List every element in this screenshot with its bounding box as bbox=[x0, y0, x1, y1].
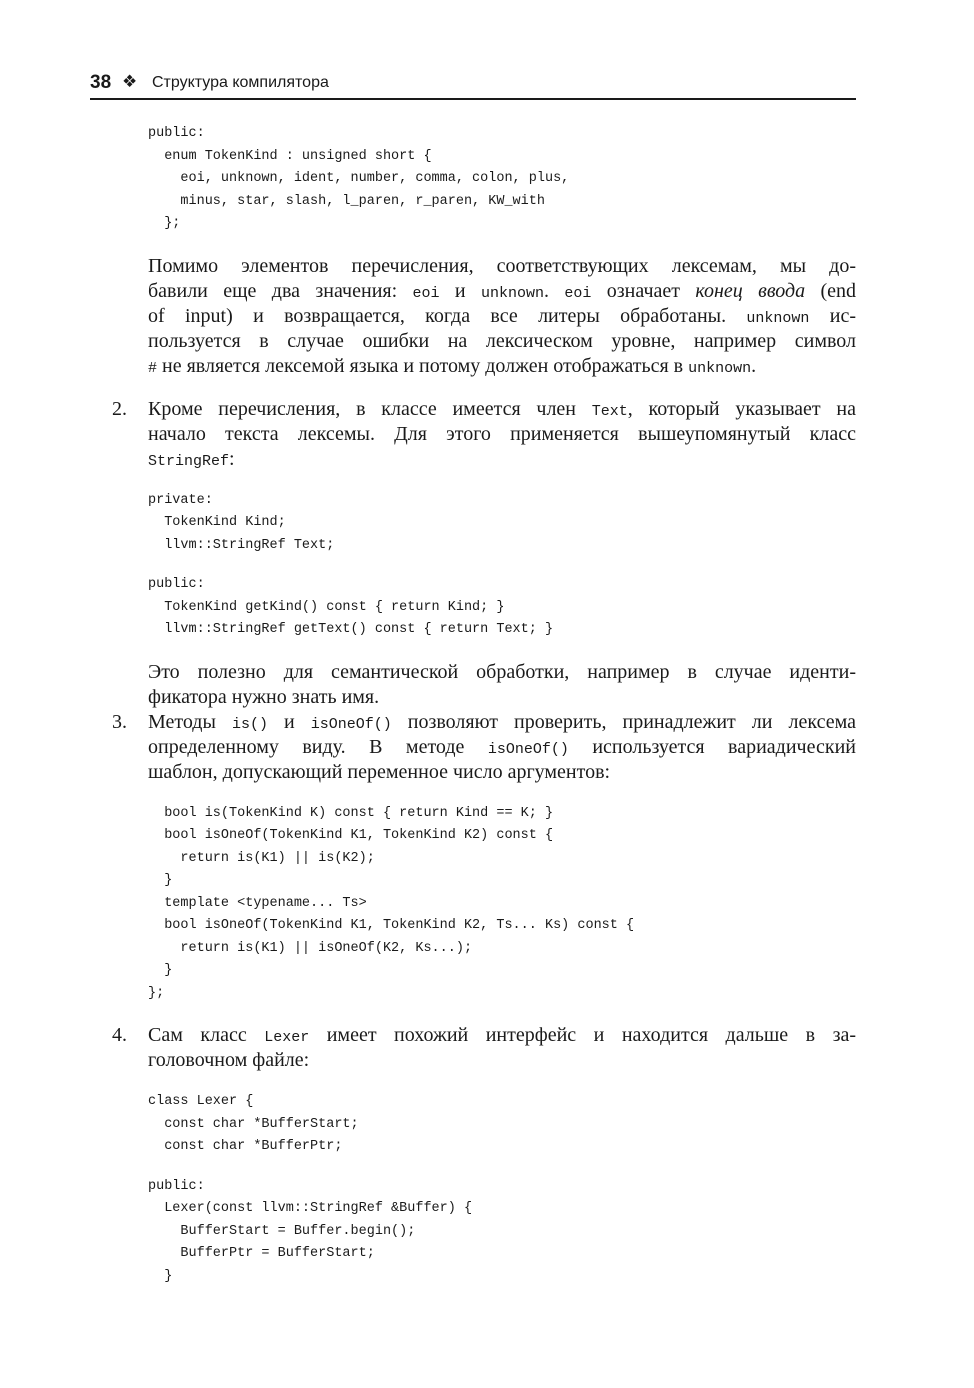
code-line: return is(K1) || isOneOf(K2, Ks...); bbox=[148, 940, 473, 956]
text-line bbox=[148, 354, 856, 379]
text-run: Это полезно для семантической обработки, например в случае иденти- bbox=[148, 660, 856, 683]
inline-code: Text bbox=[591, 402, 628, 420]
list-number: 3. bbox=[112, 710, 127, 733]
code-line: llvm::StringRef getText() const { return Text; } bbox=[148, 622, 554, 637]
code-block bbox=[148, 123, 856, 236]
code-line: TokenKind Kind; bbox=[148, 515, 286, 530]
text-run: фикатора нужно знать имя. bbox=[148, 685, 380, 708]
code-line: TokenKind getKind() const { return Kind; } bbox=[148, 599, 505, 615]
text-run: и bbox=[439, 279, 481, 302]
text-line bbox=[148, 254, 856, 279]
inline-code: eoi bbox=[564, 284, 592, 302]
inline-code: is() bbox=[231, 715, 268, 733]
page-body bbox=[112, 123, 857, 1288]
code-line: bool is(TokenKind K) const { return Kind == K; } bbox=[148, 805, 554, 821]
spacer bbox=[148, 1073, 856, 1091]
inline-code: unknown bbox=[688, 359, 752, 377]
text-run: . bbox=[544, 279, 565, 302]
code-line: class Lexer { bbox=[148, 1094, 254, 1109]
text-run: определенному виду. В методе bbox=[148, 735, 488, 758]
code-line bbox=[148, 1159, 856, 1176]
text-run: используется вариадический bbox=[568, 735, 856, 758]
text-run: и bbox=[267, 710, 311, 733]
inline-code: unknown bbox=[481, 284, 545, 302]
text-run: шаблон, допускающий переменное число аргументов: bbox=[148, 760, 611, 783]
text-line bbox=[148, 1023, 856, 1048]
text-run: Методы bbox=[148, 710, 232, 733]
text-line bbox=[148, 397, 856, 422]
running-header bbox=[90, 70, 856, 100]
code-line: } bbox=[148, 963, 173, 978]
text-run: of input) и возвращается, когда все литеры обработаны. bbox=[148, 304, 747, 327]
paragraph bbox=[148, 660, 856, 710]
inline-code: # bbox=[148, 359, 158, 377]
text-run: . bbox=[751, 354, 757, 377]
code-line: Lexer(const llvm::StringRef &Buffer) { bbox=[148, 1201, 473, 1216]
text-line bbox=[148, 422, 856, 447]
code-line: const char *BufferStart; bbox=[148, 1116, 359, 1132]
code-line: }; bbox=[148, 216, 181, 231]
text-line bbox=[148, 735, 856, 760]
emphasis: конец ввода bbox=[695, 279, 806, 302]
code-line: public: bbox=[148, 126, 205, 141]
spacer bbox=[148, 236, 856, 254]
code-line: public: bbox=[148, 577, 205, 592]
spacer bbox=[148, 785, 856, 803]
inline-code: isOneOf() bbox=[310, 715, 392, 733]
spacer bbox=[148, 472, 856, 490]
page-number: 38 bbox=[90, 72, 112, 93]
code-line: }; bbox=[148, 985, 165, 1001]
list-item bbox=[112, 1023, 857, 1073]
text-run: начало текста лексемы. Для этого применяется вышеупомянутый класс bbox=[148, 422, 856, 445]
text-line bbox=[148, 710, 856, 735]
ornament-icon: ❖ bbox=[122, 72, 138, 91]
inline-code: isOneOf() bbox=[487, 740, 569, 758]
text-run: бавили еще два значения: bbox=[148, 279, 413, 302]
text-run: ис- bbox=[809, 304, 856, 327]
code-line: bool isOneOf(TokenKind K1, TokenKind K2, Ts... Ks) const { bbox=[148, 918, 635, 933]
inline-code: eoi bbox=[412, 284, 440, 302]
text-line bbox=[148, 760, 856, 785]
code-line: private: bbox=[148, 492, 213, 508]
text-run: Кроме перечисления, в классе имеется член bbox=[148, 397, 592, 420]
code-block bbox=[148, 490, 856, 642]
code-block bbox=[148, 1091, 856, 1288]
text-line bbox=[148, 279, 856, 304]
chapter-title: Структура компилятора bbox=[152, 74, 329, 91]
text-line bbox=[148, 329, 856, 354]
text-run: : bbox=[229, 447, 235, 470]
spacer bbox=[148, 379, 856, 397]
code-line: eoi, unknown, ident, number, comma, colon, plus, bbox=[148, 171, 570, 186]
list-number: 4. bbox=[112, 1024, 127, 1046]
text-run: означает bbox=[591, 279, 696, 302]
spacer bbox=[148, 642, 856, 660]
text-run: Помимо элементов перечисления, соответствующих лексемам, мы до- bbox=[148, 254, 856, 277]
text-line bbox=[148, 685, 856, 710]
text-run: (end bbox=[805, 279, 857, 302]
inline-code: Lexer bbox=[264, 1029, 310, 1046]
list-item bbox=[112, 397, 857, 472]
inline-code: unknown bbox=[746, 309, 810, 327]
text-run: позволяют проверить, принадлежит ли лексема bbox=[391, 710, 856, 733]
code-line: return is(K1) || is(K2); bbox=[148, 850, 375, 866]
text-line bbox=[148, 1048, 856, 1073]
text-run: не является лексемой языка и потому должен отображаться в bbox=[157, 354, 689, 377]
code-line: bool isOneOf(TokenKind K1, TokenKind K2) const { bbox=[148, 828, 554, 843]
list-item bbox=[112, 710, 856, 785]
spacer bbox=[148, 1005, 856, 1023]
text-run: имеет похожий интерфейс и находится дальше в за- bbox=[309, 1024, 857, 1046]
code-line: llvm::StringRef Text; bbox=[148, 537, 335, 553]
code-line: public: bbox=[148, 1178, 205, 1194]
list-number: 2. bbox=[112, 397, 127, 420]
code-line: const char *BufferPtr; bbox=[148, 1139, 343, 1154]
text-run: Сам класс bbox=[148, 1024, 265, 1046]
code-line: BufferStart = Buffer.begin(); bbox=[148, 1223, 416, 1239]
code-line bbox=[148, 557, 856, 574]
code-line: } bbox=[148, 873, 173, 888]
code-block bbox=[148, 803, 856, 1006]
code-line: template <typename... Ts> bbox=[148, 895, 367, 911]
inline-code: StringRef bbox=[148, 452, 230, 470]
code-line: enum TokenKind : unsigned short { bbox=[148, 148, 432, 164]
code-line: } bbox=[148, 1268, 173, 1284]
text-line bbox=[148, 660, 856, 685]
text-run: пользуется в случае ошибки на лексическом уровне, например символ bbox=[148, 329, 856, 352]
code-line: minus, star, slash, l_paren, r_paren, KW_with bbox=[148, 193, 545, 209]
text-line bbox=[148, 304, 856, 329]
paragraph bbox=[148, 254, 856, 379]
text-run: , который указывает на bbox=[627, 397, 857, 420]
text-run: головочном файле: bbox=[148, 1049, 310, 1071]
text-line bbox=[148, 447, 856, 472]
code-line: BufferPtr = BufferStart; bbox=[148, 1246, 375, 1261]
